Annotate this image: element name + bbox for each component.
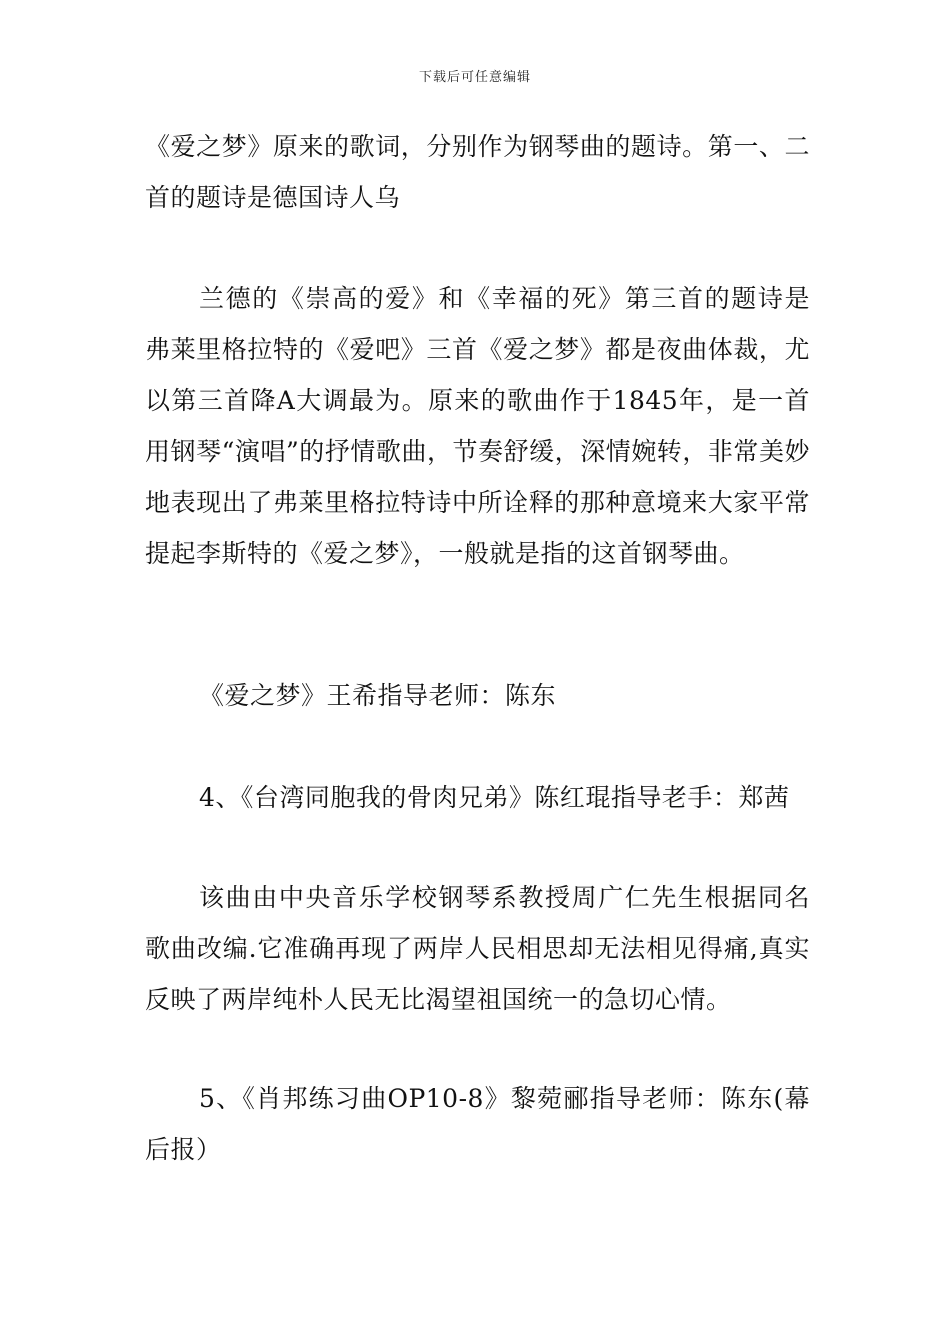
page-header: 下载后可任意编辑 — [418, 70, 531, 85]
paragraph-description: 兰德的《崇高的爱》和《幸福的死》第三首的题诗是弗莱里格拉特的《爱吧》三首《爱之梦》都是夜曲体裁，尤以第三首降A大调最为。原来的歌曲作于1845年，是一首用钢琴“演唱”的抒情歌曲，节奏舒缓，深情婉转，非常美妙地表现出了弗莱里格拉特诗中所诠释的那种意境来大家平常提起李斯特的《爱之梦》，一般就是指的这首钢琴曲。 — [145, 284, 810, 568]
paragraph-intro: 《爱之梦》原来的歌词，分别作为钢琴曲的题诗。第一、二首的题诗是德国诗人乌 — [145, 132, 810, 212]
paragraph-program-item-5: 5、《肖邦练习曲OP10-8》黎菀郦指导老师：陈东(幕后报） — [145, 1084, 810, 1164]
paragraph-program-item-love-dream: 《爱之梦》王希指导老师：陈东 — [199, 681, 557, 710]
paragraph-program-item-4: 4、《台湾同胞我的骨肉兄弟》陈红琨指导老手：郑茜 — [199, 783, 790, 812]
paragraph-piece-description: 该曲由中央音乐学校钢琴系教授周广仁先生根据同名歌曲改编.它准确再现了两岸人民相思却无法相见得痛,真实反映了两岸纯朴人民无比渴望祖国统一的急切心情。 — [145, 883, 810, 1014]
